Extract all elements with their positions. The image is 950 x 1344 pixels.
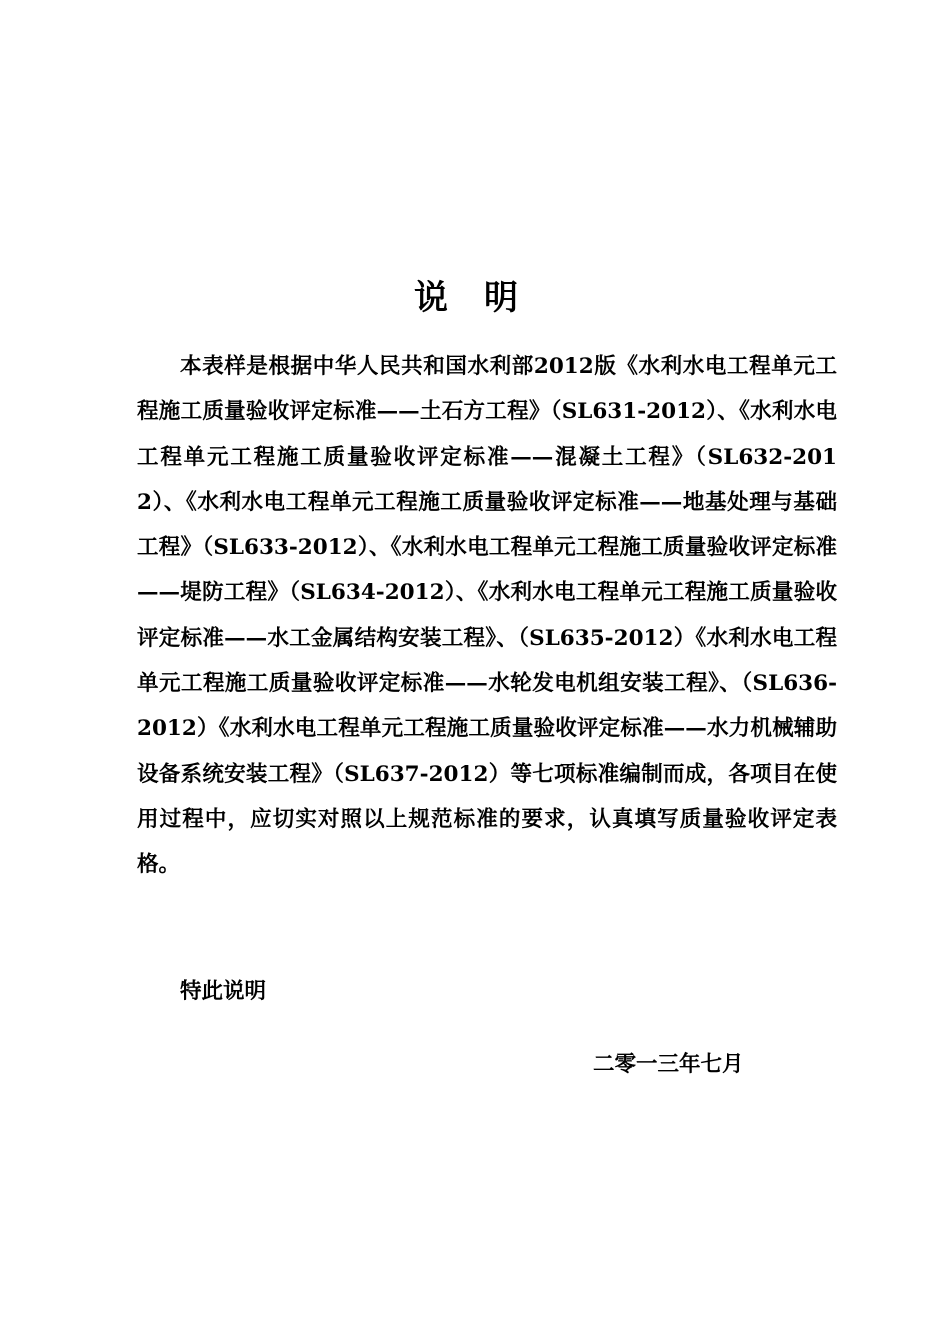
body-paragraph: 本表样是根据中华人民共和国水利部2012版《水利水电工程单元工程施工质量验收评定标准——土石方工程》（SL631-2012）、《水利水电工程单元工程施工质量验收评定标准——混凝土工程》（SL632-2012）、《水利水电工程单元工程施工质量验收评定标准——地基处理与基础工程》（SL633-2012）、《水利水电工程单元工程施工质量验收评定标准——堤防工程》（SL634-2012）、《水利水电工程单元工程施工质量验收评定标准——水工金属结构安装工程》、（SL635-2012）《水利水电工程单元工程施工质量验收评定标准——水轮发电机组安装工程》、（SL636-2012）《水利水电工程单元工程施工质量验收评定标准——水力机械辅助设备系统安装工程》（SL637-2012）等七项标准编制而成，各项目在使用过程中，应切实对照以上规范标准的要求，认真填写质量验收评定表格。	[137, 354, 837, 878]
page-title: 说明	[414, 278, 554, 318]
document-date: 二零一三年七月	[593, 1052, 744, 1077]
special-note: 特此说明	[180, 979, 267, 1004]
